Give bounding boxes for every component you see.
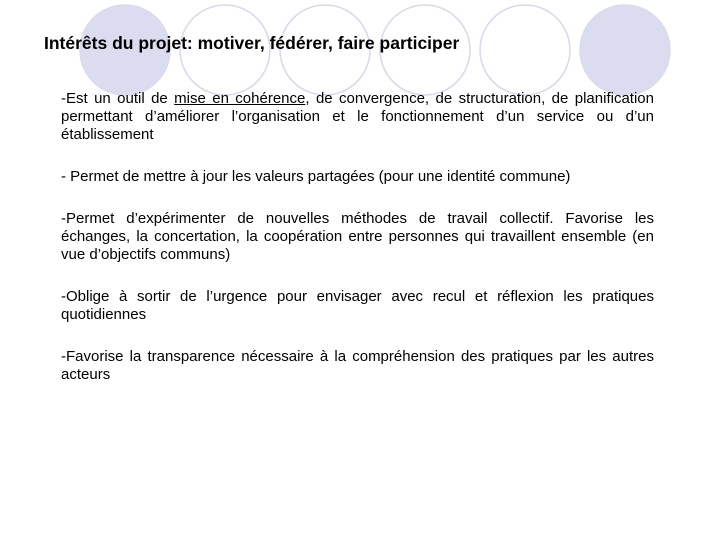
slide-body — [61, 90, 654, 384]
outline-circle — [480, 5, 570, 95]
slide-title: Intérêts du projet: motiver, fédérer, faire participer — [44, 33, 460, 53]
paragraph-5: -Favorise la transparence nécessaire à la compréhension des pratiques par les autres acteurs — [61, 348, 654, 383]
paragraph-2: - Permet de mettre à jour les valeurs partagées (pour une identité commune) — [61, 168, 571, 185]
paragraph-1-end: , de convergence, de structuration, de planification permettant d’améliorer l’organisation et le fonctionnement d’un service ou d’un établissement — [61, 90, 654, 143]
underlined-term: mise en cohérence — [174, 90, 306, 107]
paragraph-3: -Permet d’expérimenter de nouvelles méthodes de travail collectif. Favorise les échanges, la concertation, la coopération entre personnes qui travaillent ensemble (en vue d’objectifs communs) — [61, 210, 654, 263]
paragraph-4: -Oblige à sortir de l’urgence pour envisager avec recul et réflexion les pratiques quotidiennes — [61, 288, 654, 323]
paragraph-1-start: -Est un outil de — [61, 90, 175, 107]
paragraph-1 — [61, 90, 654, 144]
filled-circle — [580, 5, 670, 95]
